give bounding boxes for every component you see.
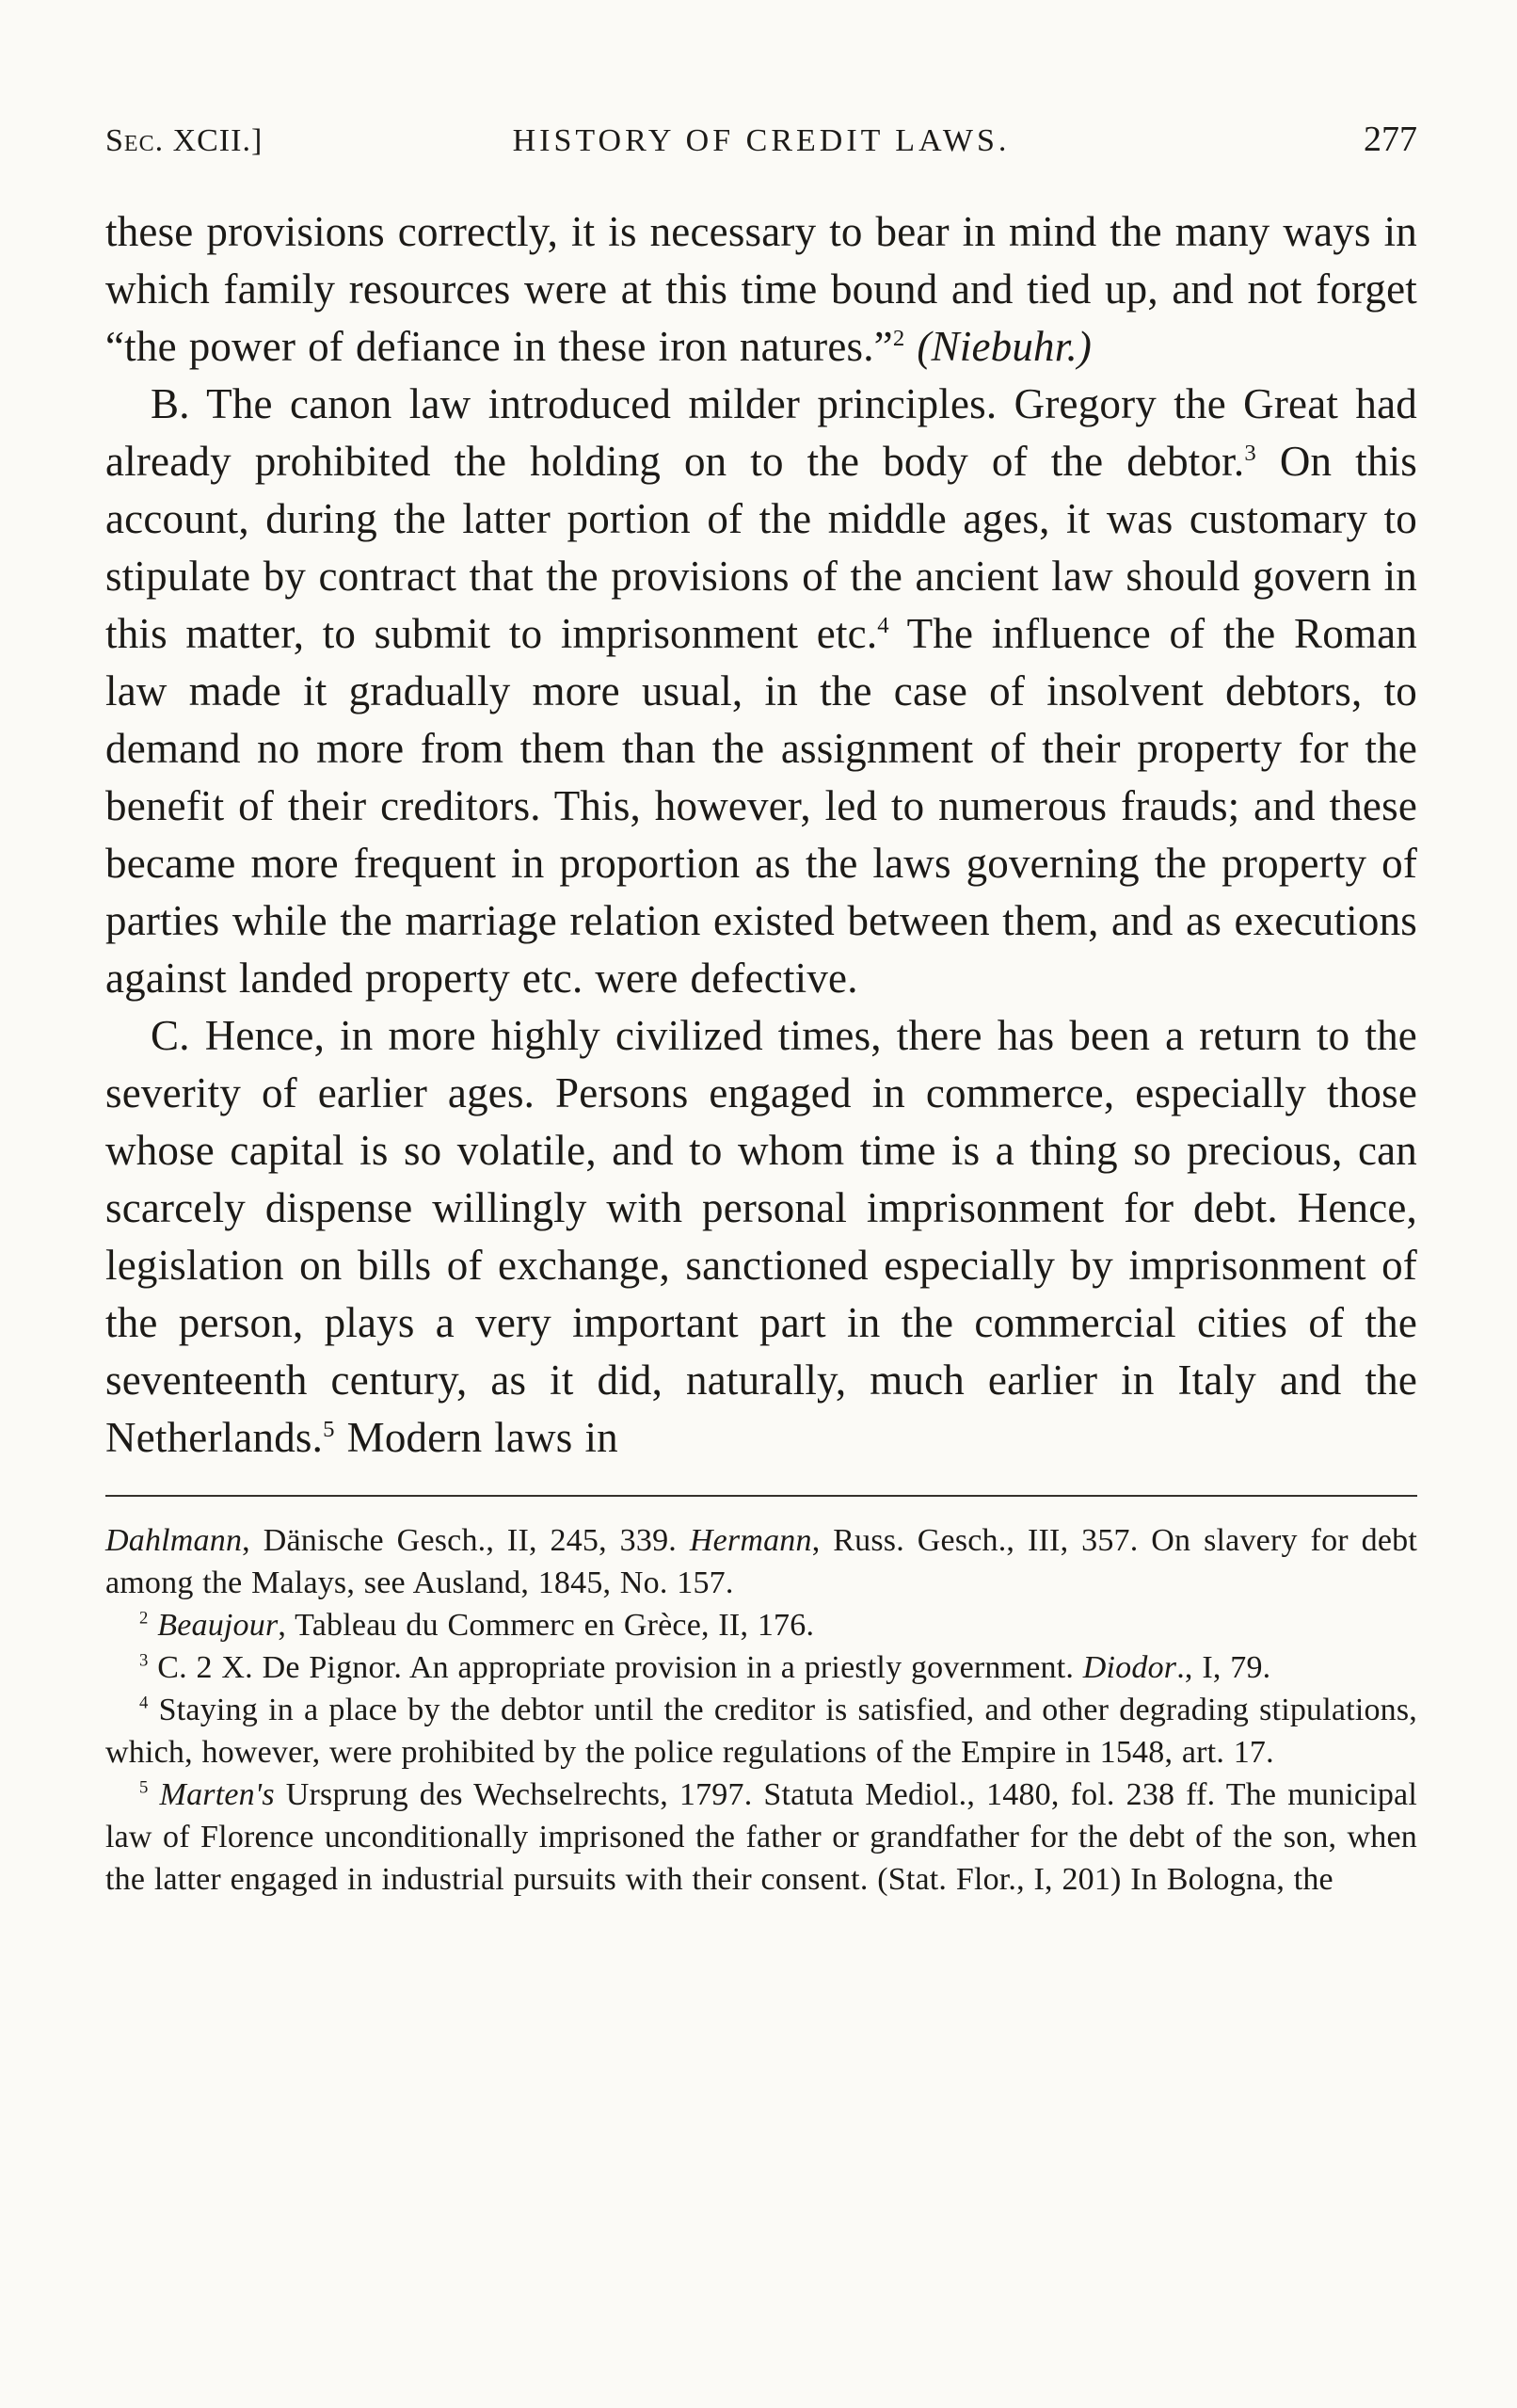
footnote-marker: 2	[892, 326, 905, 351]
footnote-3	[105, 1646, 1417, 1689]
footnotes	[105, 1519, 1417, 1901]
footnote-5	[105, 1774, 1417, 1901]
footnote-marker: 5	[139, 1777, 149, 1798]
footnote-marker: 3	[139, 1650, 149, 1671]
paragraph-continuation	[105, 203, 1417, 376]
footnote-marker: 4	[139, 1693, 149, 1713]
text-segment: C. 2 X. De Pignor. An appropriate provision in a priestly government.	[148, 1650, 1083, 1685]
citation-segment: (Niebuhr.)	[904, 323, 1093, 370]
footnote-4	[105, 1689, 1417, 1774]
footnote-continuation	[105, 1519, 1417, 1604]
text-segment: On this account, during the latter portion of the middle ages, it was customary to stipulate by contract that the provisions of the ancient law should govern in this matter, to submit to imprisonment etc.	[105, 438, 1417, 657]
body-text	[105, 203, 1417, 1467]
footnote-2	[105, 1604, 1417, 1646]
citation-segment: Dahlmann	[105, 1523, 243, 1558]
text-segment: B. The canon law introduced milder principles. Gregory the Great had already prohibited the holding on to the body of the debtor.	[105, 380, 1417, 485]
running-header	[105, 119, 1417, 160]
citation-segment: Beaujour	[148, 1608, 279, 1643]
section-label: Sec. XCII.]	[105, 123, 263, 158]
running-title: HISTORY OF CREDIT LAWS.	[512, 123, 1011, 158]
citation-segment: Hermann	[689, 1523, 812, 1558]
page-number: 277	[1364, 120, 1417, 159]
page-content	[105, 119, 1417, 1901]
text-segment: , Tableau du Commerc en Grèce, II, 176.	[278, 1608, 815, 1643]
footnote-marker: 4	[877, 613, 889, 638]
citation-segment: Diodor	[1082, 1650, 1177, 1685]
footnote-marker: 2	[139, 1608, 149, 1629]
text-segment: these provisions correctly, it is necessary to bear in mind the many ways in which family resources were at this time bound and tied up, and not forget “the power of defiance in these iron natures.”	[105, 208, 1417, 370]
text-segment: C. Hence, in more highly civilized times, there has been a return to the severity of earlier ages. Persons engaged in commerce, especially those whose capital is so volatile, and to whom time is a thing so precious, can scarcely dispense willingly with personal imprisonment for debt. Hence, legislation on bills of exchange, sanctioned especially by imprisonment of the person, plays a very important part in the commercial cities of the seventeenth century, as it did, naturally, much earlier in Italy and the Netherlands.	[105, 1012, 1417, 1461]
footnote-marker: 5	[323, 1417, 335, 1442]
text-segment: ., I, 79.	[1176, 1650, 1271, 1685]
footnote-marker: 3	[1244, 441, 1256, 466]
paragraph-c	[105, 1007, 1417, 1467]
footnote-divider	[105, 1495, 1417, 1497]
text-segment: Staying in a place by the debtor until the creditor is satisfied, and other degrading stipulations, which, however, were prohibited by the police regulations of the Empire in 1548, art. 17.	[105, 1693, 1417, 1770]
text-segment: Modern laws in	[334, 1414, 618, 1461]
text-segment: Ursprung des Wechselrechts, 1797. Statuta Mediol., 1480, fol. 238 ff. The municipal law of Florence unconditionally imprisoned the father or grandfather for the debt of the son, when the latter engaged in industrial pursuits with their consent. (Stat. Flor., I, 201) In Bologna, the	[105, 1777, 1417, 1897]
text-segment: , Dänische Gesch., II, 245, 339.	[242, 1523, 690, 1558]
citation-segment: Marten's	[148, 1777, 275, 1812]
text-segment: The influence of the Roman law made it gradually more usual, in the case of insolvent debtors, to demand no more from them than the assignment of their property for the benefit of their creditors. This, however, led to numerous frauds; and these became more frequent in proportion as the laws governing the property of parties while the marriage relation existed between them, and as executions against landed property etc. were defective.	[105, 610, 1417, 1002]
text-segment: , Russ. Gesch., III, 357. On slavery for debt among the Malays, see Ausland, 1845, No. 157.	[105, 1523, 1417, 1600]
paragraph-b	[105, 376, 1417, 1007]
